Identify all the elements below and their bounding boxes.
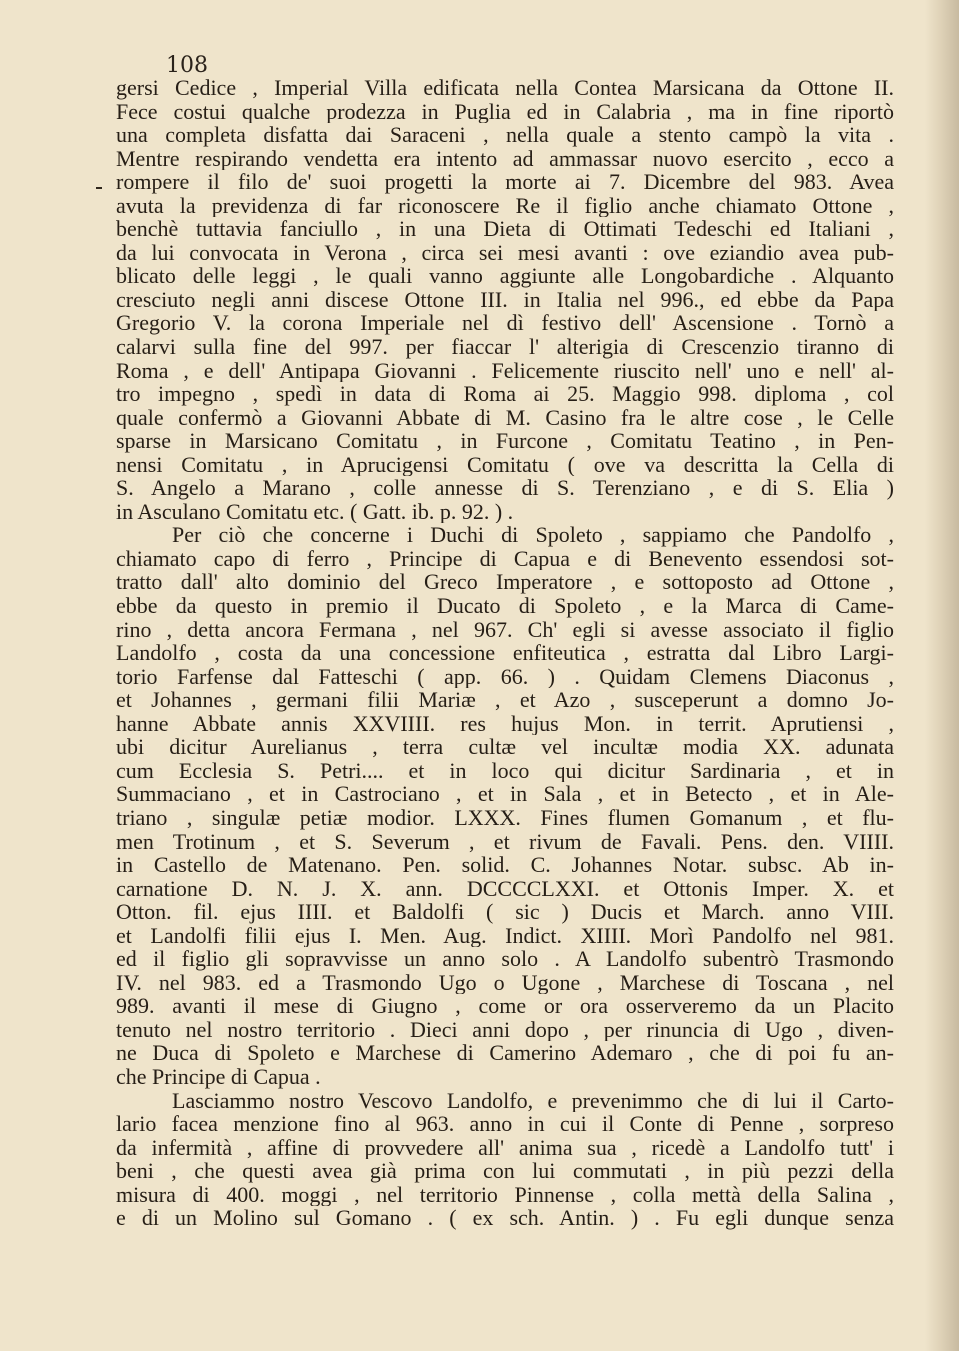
text-line: chiamato capo di ferro , Principe di Capua e di Benevento essendosi sot-: [116, 546, 894, 571]
text-line: et Johannes , germani filii Mariæ , et Azo , susceperunt a domno Jo-: [116, 688, 894, 712]
text-line: ed il figlio gli sopravvisse un anno solo . A Landolfo subentrò Trasmondo: [116, 947, 894, 971]
text-line: nensi Comitatu , in Aprucigensi Comitatu ( ove va descritta la Cella di: [116, 452, 894, 477]
text-line: rompere il filo de' suoi progetti la morte ai 7. Dicembre del 983. Avea: [116, 170, 894, 194]
text-line: in Asculano Comitatu etc. ( Gatt. ib. p. 92. ) .: [116, 499, 514, 524]
text-line: Mentre respirando vendetta era intento ad ammassar nuovo esercito , ecco a: [116, 146, 894, 171]
text-line: Gregorio V. la corona Imperiale nel dì festivo dell' Ascensione . Tornò a: [116, 311, 894, 336]
text-line: Roma , e dell' Antipapa Giovanni . Felicemente riuscito nell' uno e nell' al-: [116, 358, 894, 383]
text-line: benchè tuttavia fanciullo , in una Dieta di Ottimati Tedeschi ed Italiani ,: [116, 217, 894, 241]
text-line: Otton. fil. ejus IIII. et Baldolfi ( sic ) Ducis et March. anno VIII.: [116, 900, 894, 924]
text-line: in Castello de Matenano. Pen. solid. C. Johannes Notar. subsc. Ab in-: [116, 853, 894, 877]
text-line: S. Angelo a Marano , colle annesse di S. Terenziano , e di S. Elia ): [116, 476, 894, 500]
text-line: Summaciano , et in Castrociano , et in Sala , et in Betecto , et in Ale-: [116, 782, 894, 806]
text-line: quale confermò a Giovanni Abbate di M. Casino fra le altre cose , le Celle: [116, 405, 894, 430]
text-line: et Landolfi filii ejus I. Men. Aug. Indict. XIIII. Morì Pandolfo nel 981.: [116, 923, 894, 948]
text-line: calarvi sulla fine del 997. per fiaccar l' alterigia di Crescenzio tiranno di: [116, 335, 894, 359]
text-line: rino , detta ancora Fermana , nel 967. Ch' egli si avesse associato il figlio: [116, 617, 894, 642]
page-edge-shadow: [925, 0, 959, 1351]
text-line: blicato delle leggi , le quali vanno aggiunte alle Longobardiche . Alquanto: [116, 264, 894, 288]
text-line: gersi Cedice , Imperial Villa edificata nella Contea Marsicana da Ottone II.: [116, 76, 894, 100]
text-line: IV. nel 983. ed a Trasmondo Ugo o Ugone , Marchese di Toscana , nel: [116, 970, 894, 995]
text-line: tratto dall' alto dominio del Greco Imperatore , e sottoposto ad Ottone ,: [116, 570, 894, 595]
text-line: lario facea menzione fino al 963. anno in cui il Conte di Penne , sorpreso: [116, 1112, 894, 1136]
text-line: Fece costui qualche prodezza in Puglia ed in Calabria , ma in fine riportò: [116, 99, 894, 124]
text-line: da infermità , affine di provvedere all' anima sua , ricedè a Landolfo tutt' i: [116, 1135, 894, 1160]
text-line: ubi dicitur Aurelianus , terra cultæ vel incultæ modia XX. adunata: [116, 735, 894, 759]
text-line: misura di 400. moggi , nel territorio Pinnense , colla mettà della Salina ,: [116, 1182, 894, 1207]
text-line: carnatione D. N. J. X. ann. DCCCCLXXI. et Ottonis Imper. X. et: [116, 876, 894, 901]
text-line: e di un Molino sul Gomano . ( ex sch. Antin. ) . Fu egli dunque senza: [116, 1206, 894, 1230]
text-line: cresciuto negli anni discese Ottone III. in Italia nel 996., ed ebbe da Papa: [116, 287, 894, 312]
margin-mark: [96, 187, 102, 189]
text-line: tro impegno , spedì in data di Roma ai 25. Maggio 998. diploma , col: [116, 382, 894, 406]
page-number: 108: [166, 53, 208, 78]
text-line: tenuto nel nostro territorio . Dieci anni dopo , per rinuncia di Ugo , diven-: [116, 1017, 894, 1042]
text-line: ebbe da questo in premio il Ducato di Spoleto , e la Marca di Came-: [116, 594, 894, 618]
text-line: avuta la previdenza di far riconoscere Re il figlio anche chiamato Ottone ,: [116, 193, 894, 218]
text-line: triano , singulæ petiæ modior. LXXX. Fines flumen Gomanum , et flu-: [116, 805, 894, 830]
paragraph-start-line: Per ciò che concerne i Duchi di Spoleto , sappiamo che Pandolfo ,: [172, 523, 894, 547]
body-text: [116, 76, 894, 1230]
text-line: ne Duca di Spoleto e Marchese di Camerino Ademaro , che di poi fu an-: [116, 1041, 894, 1065]
paragraph-start-line: Lasciammo nostro Vescovo Landolfo, e prevenimmo che di lui il Carto-: [172, 1088, 894, 1113]
text-line: hanne Abbate annis XXVIIII. res hujus Mon. in territ. Aprutiensi ,: [116, 711, 894, 736]
text-line: cum Ecclesia S. Petri.... et in loco qui dicitur Sardinaria , et in: [116, 758, 894, 783]
text-line: una completa disfatta dai Saraceni , nella quale a stento campò la vita .: [116, 123, 894, 147]
text-line: men Trotinum , et S. Severum , et rivum de Favali. Pens. den. VIIII.: [116, 829, 894, 854]
text-line: che Principe di Capua .: [116, 1064, 321, 1089]
text-line: Landolfo , costa da una concessione enfiteutica , estratta dal Libro Largi-: [116, 641, 894, 665]
text-line: da lui convocata in Verona , circa sei mesi avanti : ove eziandio avea pub-: [116, 240, 894, 265]
text-line: beni , che questi avea già prima con lui commutati , in più pezzi della: [116, 1159, 894, 1183]
text-line: torio Farfense dal Fatteschi ( app. 66. ) . Quidam Clemens Diaconus ,: [116, 664, 894, 689]
text-line: 989. avanti il mese di Giugno , come or ora osserveremo da un Placito: [116, 994, 894, 1018]
text-line: sparse in Marsicano Comitatu , in Furcone , Comitatu Teatino , in Pen-: [116, 429, 894, 453]
